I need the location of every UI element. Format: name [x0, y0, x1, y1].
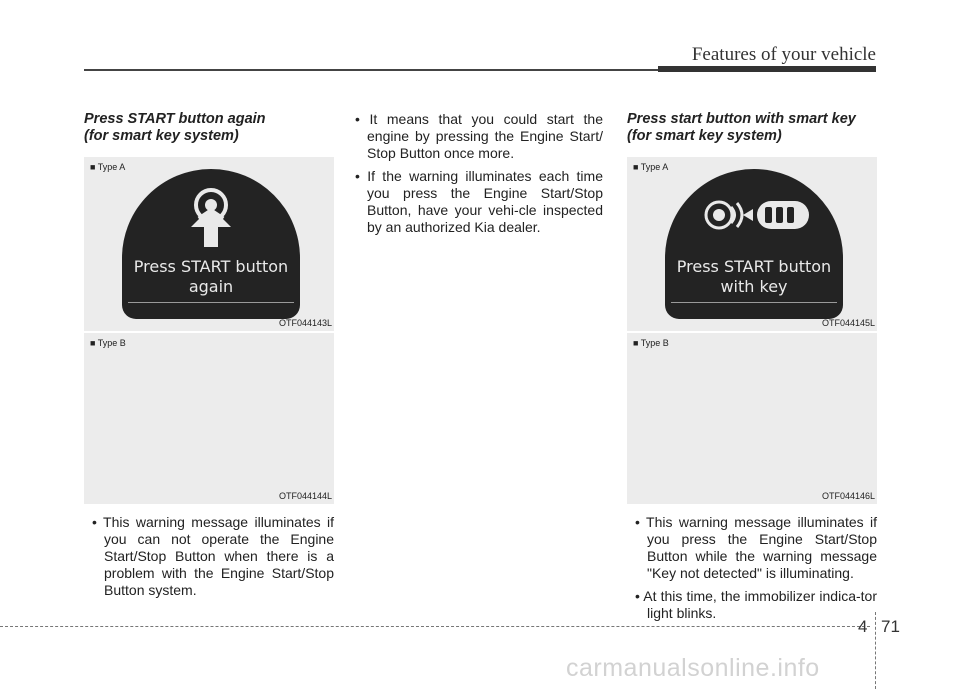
figure-code-a: OTF044143L: [278, 318, 332, 328]
page-header-title: Features of your vehicle: [691, 44, 876, 65]
section-title-line1: Press START button again: [84, 111, 266, 127]
display-text-line2: with key: [720, 277, 788, 296]
section-title-line2: (for smart key system): [84, 128, 239, 144]
header-rule-accent: [658, 66, 876, 72]
bullet-text: At this time, the immobilizer indica-tor light blinks.: [643, 588, 877, 621]
list-item: • This warning message illuminates if you press the Engine Start/Stop Button while the warning message "Key not detected" is illuminating.: [635, 514, 878, 581]
page-number: 71: [881, 617, 900, 636]
middle-bullet-list: [355, 111, 603, 236]
list-item: • It means that you could start the engine by pressing the Engine Start/ Stop Button once more.: [355, 111, 603, 161]
figure-code-b: OTF044144L: [278, 491, 332, 501]
left-bullet-list: [92, 514, 334, 599]
section-title-press-start-again: [84, 111, 266, 145]
list-item: • This warning message illuminates if you can not operate the Engine Start/Stop Button when there is a problem with the Engine Start/Stop Button system.: [92, 514, 335, 598]
cluster-display: [122, 169, 300, 319]
section-title-line1: Press start button with smart key: [627, 111, 856, 127]
type-b-label: ■ Type B: [633, 338, 669, 348]
chapter-number: 4: [858, 617, 868, 636]
page-number-separator: [875, 612, 876, 689]
figure-type-b-press-start-with-key: [627, 333, 877, 504]
figure-type-a-press-start-again: [84, 157, 334, 331]
cluster-display: [665, 169, 843, 319]
display-text-line2: again: [188, 277, 234, 296]
section-title-press-start-with-key: [627, 111, 856, 145]
list-item: • At this time, the immobilizer indica-tor light blinks.: [635, 588, 877, 621]
figure-type-b-press-start-again: [84, 333, 334, 504]
bullet-text: This warning message illuminates if you press the Engine Start/Stop Button while the warning message "Key not detected" is illuminating.: [646, 514, 878, 581]
footer-rule: [0, 626, 870, 627]
figure-type-a-press-start-with-key: [627, 157, 877, 331]
type-b-label: ■ Type B: [90, 338, 126, 348]
bullet-text: This warning message illuminates if you can not operate the Engine Start/Stop Button when there is a problem with the Engine Start/Stop Button system.: [103, 514, 335, 598]
right-bullet-list: [635, 514, 877, 622]
display-text-line1: Press START button: [676, 257, 832, 276]
section-title-line2: (for smart key system): [627, 128, 782, 144]
watermark: carmanualsonline.info: [566, 654, 820, 682]
smart-key-icon: [697, 187, 817, 247]
display-divider: [671, 302, 837, 303]
foot-on-brake-icon: [181, 185, 241, 249]
bullet-text: If the warning illuminates each time you press the Engine Start/Stop Button, have your vehi-cle inspected by an authorized Kia dealer.: [367, 168, 603, 235]
figure-code-a: OTF044145L: [821, 318, 875, 328]
type-a-label: ■ Type A: [633, 162, 669, 172]
display-divider: [128, 302, 294, 303]
display-text-line1: Press START button: [133, 257, 289, 276]
bullet-text: It means that you could start the engine by pressing the Engine Start/ Stop Button once more.: [367, 111, 603, 161]
list-item: • If the warning illuminates each time you press the Engine Start/Stop Button, have your vehi-cle inspected by an authorized Kia dealer.: [355, 168, 603, 235]
figure-code-b: OTF044146L: [821, 491, 875, 501]
type-a-label: ■ Type A: [90, 162, 126, 172]
